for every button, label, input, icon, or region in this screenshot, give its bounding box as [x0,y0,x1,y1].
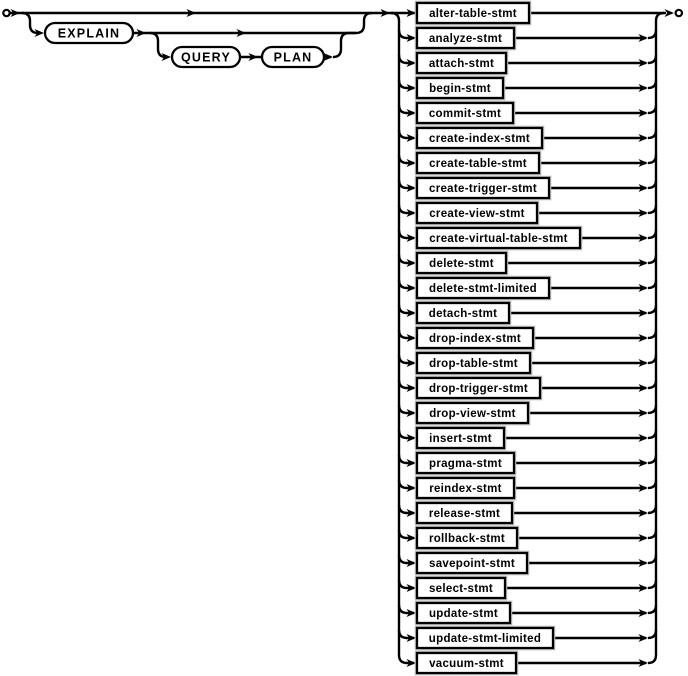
node-select-stmt[interactable] [417,578,505,598]
node-vacuum-stmt[interactable] [417,653,516,673]
node-label: drop-view-stmt [429,408,516,421]
node-label: create-virtual-table-stmt [429,233,568,246]
node-delete-stmt-limited[interactable] [417,278,549,298]
node-create-view-stmt[interactable] [417,203,537,223]
node-label: vacuum-stmt [429,658,504,671]
node-label: pragma-stmt [429,458,502,471]
node-label: create-table-stmt [429,158,527,171]
node-analyze-stmt[interactable] [417,28,514,48]
node-label: detach-stmt [428,308,498,321]
node-commit-stmt[interactable] [417,103,513,123]
node-label: select-stmt [428,583,494,596]
connector-lines [10,13,666,663]
node-label: commit-stmt [428,108,502,121]
node-label: alter-table-stmt [429,8,517,21]
node-create-virtual-table-stmt[interactable] [417,228,580,248]
node-savepoint-stmt[interactable] [417,553,527,573]
node-pragma-stmt[interactable] [417,453,514,473]
node-update-stmt[interactable] [417,603,510,623]
node-alter-table-stmt[interactable] [417,3,529,23]
node-drop-index-stmt[interactable] [417,328,533,348]
node-detach-stmt[interactable] [417,303,509,323]
keyword-label: QUERY [181,50,231,65]
node-label: delete-stmt [429,258,494,271]
node-drop-view-stmt[interactable] [417,403,528,423]
node-label: reindex-stmt [429,483,502,496]
node-label: insert-stmt [429,433,492,446]
node-label: update-stmt-limited [428,633,542,646]
node-label: create-view-stmt [429,208,525,221]
keyword-query [172,47,240,67]
keyword-plan [262,47,324,67]
node-drop-trigger-stmt[interactable] [417,378,540,398]
node-drop-table-stmt[interactable] [417,353,530,373]
node-rollback-stmt[interactable] [417,528,517,548]
node-update-stmt-limited[interactable] [417,628,553,648]
start-terminal [3,10,9,16]
node-label: drop-index-stmt [428,333,522,346]
node-label: analyze-stmt [428,33,503,46]
node-label: begin-stmt [429,83,491,96]
node-label: create-trigger-stmt [429,183,537,196]
node-reindex-stmt[interactable] [417,478,514,498]
node-label: create-index-stmt [429,133,530,146]
node-create-table-stmt[interactable] [417,153,539,173]
node-begin-stmt[interactable] [417,78,503,98]
node-label: rollback-stmt [428,533,506,546]
node-label: update-stmt [428,608,499,621]
keyword-label: PLAN [273,50,313,65]
node-label: drop-table-stmt [429,358,518,371]
node-label: release-stmt [428,508,501,521]
node-create-index-stmt[interactable] [417,128,542,148]
end-terminal [676,10,682,16]
node-label: savepoint-stmt [429,558,515,571]
node-delete-stmt[interactable] [417,253,506,273]
node-release-stmt[interactable] [417,503,512,523]
node-create-trigger-stmt[interactable] [417,178,549,198]
keyword-label: EXPLAIN [57,26,121,41]
node-insert-stmt[interactable] [417,428,504,448]
node-label: delete-stmt-limited [429,283,537,296]
node-label: drop-trigger-stmt [428,383,529,396]
node-label: attach-stmt [428,58,495,71]
node-attach-stmt[interactable] [417,53,506,73]
keyword-explain [45,23,133,43]
